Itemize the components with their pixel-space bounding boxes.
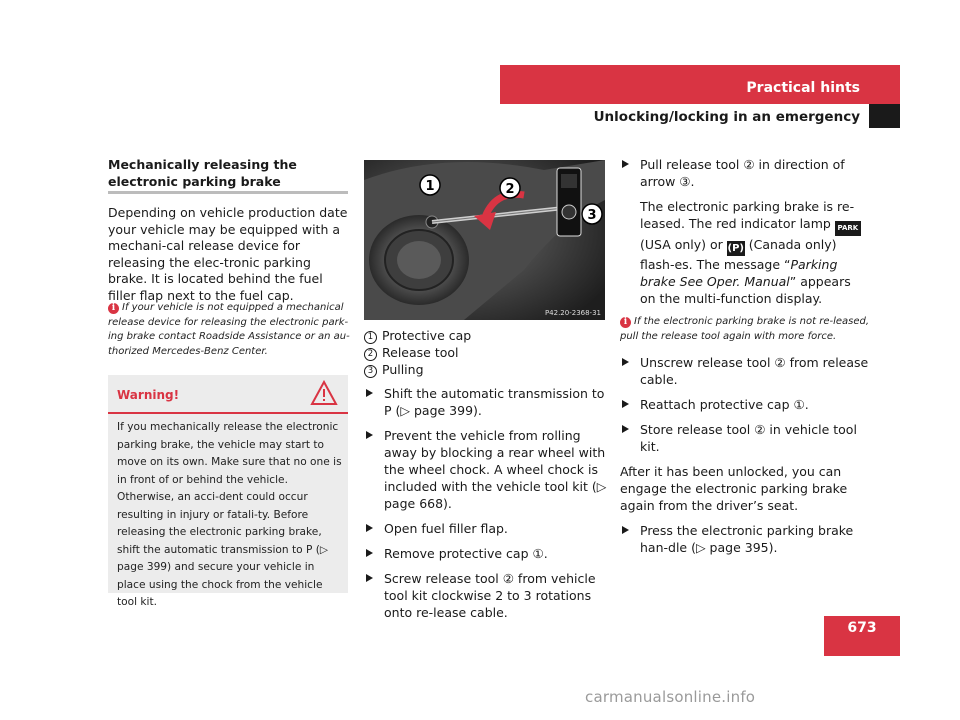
step-item	[364, 427, 609, 512]
svg-text:3: 3	[587, 208, 597, 223]
fuel-filler-illustration	[364, 160, 605, 320]
warning-title: Warning!	[117, 388, 180, 402]
info-note	[108, 301, 352, 359]
figure-legend	[364, 327, 609, 378]
warning-rule	[108, 412, 348, 414]
step-item	[620, 396, 870, 413]
after-unlock-paragraph: After it has been unlocked, you can engage the electronic parking brake again from the driver’s seat.	[620, 464, 848, 513]
fuel-filler-photo	[364, 160, 605, 320]
step-text: Press the electronic parking brake han-dle (▷ page 395).	[640, 523, 854, 555]
heading-rule	[108, 191, 348, 194]
bullet-triangle-icon	[622, 358, 629, 366]
page-number: 673	[824, 616, 900, 656]
svg-text:2: 2	[505, 182, 515, 197]
step-item	[364, 545, 609, 562]
step-text: Shift the automatic transmission to P (▷ page 399).	[384, 386, 605, 418]
info-note-text: If the electronic parking brake is not re-leased, pull the release tool again with more force.	[620, 316, 870, 342]
legend-number: 3	[364, 365, 377, 378]
legend-item	[364, 327, 609, 344]
section-title: Practical hints	[746, 80, 860, 96]
bullet-triangle-icon	[622, 400, 629, 408]
intro-paragraph: Depending on vehicle production date your vehicle may be equipped with a mechani-cal release device for releasing the elec-tronic parking brake. It is located behind the fuel filler flap next to the fuel cap.	[108, 205, 348, 303]
step-result: The electronic parking brake is re-leased. The red indicator lamp PARK (USA only) or (P) (Canada only) flash-es. The message “Parking brake See Oper. Manual” appears on the multi-function display.	[620, 198, 870, 307]
page-title: Unlocking/locking in an emergency	[593, 109, 860, 125]
bullet-triangle-icon	[366, 574, 373, 582]
step-text: Pull release tool ② in direction of arrow ③.	[640, 157, 845, 189]
figure-code: P42.20-2368-31	[544, 309, 601, 317]
display-message: Parking brake See Oper. Manual	[640, 257, 838, 289]
legend-label: Pulling	[382, 362, 424, 377]
bullet-triangle-icon	[366, 549, 373, 557]
step-item	[620, 522, 870, 556]
procedure-col3	[620, 156, 870, 564]
p-indicator-icon: (P)	[727, 243, 745, 254]
step-text: Prevent the vehicle from rolling away by blocking a rear wheel with the wheel chock. A wheel chock is included with the vehicle tool kit (▷ page 668).	[384, 428, 607, 511]
info-icon: i	[108, 303, 119, 314]
step-item	[620, 421, 870, 455]
step-text: Unscrew release tool ② from release cable.	[640, 355, 869, 387]
svg-text:1: 1	[425, 179, 435, 194]
warning-text: If you mechanically release the electronic parking brake, the vehicle may start to move on its own. Make sure that no one is in front of or behind the vehicle. Otherwise, an acci-dent could occur resulting in injury or fatali-ty. Before releasing the electronic parking brake, shift the automatic transmission to P (▷ page 399) and secure your vehicle in place using the chock from the vehicle tool kit.	[117, 421, 342, 608]
legend-label: Release tool	[382, 345, 459, 360]
legend-item	[364, 361, 609, 378]
legend-number: 1	[364, 331, 377, 344]
step-text: Open fuel filler flap.	[384, 521, 508, 536]
step-item	[620, 156, 870, 190]
watermark: carmanualsonline.info	[585, 688, 756, 706]
step-item	[620, 354, 870, 388]
step-text: Screw release tool ② from vehicle tool kit clockwise 2 to 3 rotations onto re-lease cable.	[384, 571, 596, 620]
procedure-steps-col2	[364, 385, 609, 629]
legend-label: Protective cap	[382, 328, 472, 343]
bullet-triangle-icon	[622, 526, 629, 534]
bullet-triangle-icon	[366, 431, 373, 439]
bullet-triangle-icon	[366, 389, 373, 397]
step-text: Remove protective cap ①.	[384, 546, 548, 561]
subsection-heading: Mechanically releasing the electronic parking brake	[108, 157, 297, 189]
step-item	[364, 570, 609, 621]
info-icon: i	[620, 317, 631, 328]
info-note	[620, 315, 870, 344]
bullet-triangle-icon	[622, 160, 629, 168]
legend-item	[364, 344, 609, 361]
bullet-triangle-icon	[366, 524, 373, 532]
step-item	[364, 520, 609, 537]
header-marker	[869, 104, 900, 128]
warning-triangle-icon	[310, 380, 338, 406]
legend-number: 2	[364, 348, 377, 361]
step-text: Store release tool ② in vehicle tool kit.	[640, 422, 857, 454]
step-text: Reattach protective cap ①.	[640, 397, 809, 412]
park-indicator-icon: PARK	[835, 221, 861, 236]
step-item	[364, 385, 609, 419]
info-note-text: If your vehicle is not equipped a mechanical release device for releasing the electronic park-ing brake contact Roadside Assistance or an au-thorized Mercedes-Benz Center.	[108, 302, 350, 357]
bullet-triangle-icon	[622, 425, 629, 433]
